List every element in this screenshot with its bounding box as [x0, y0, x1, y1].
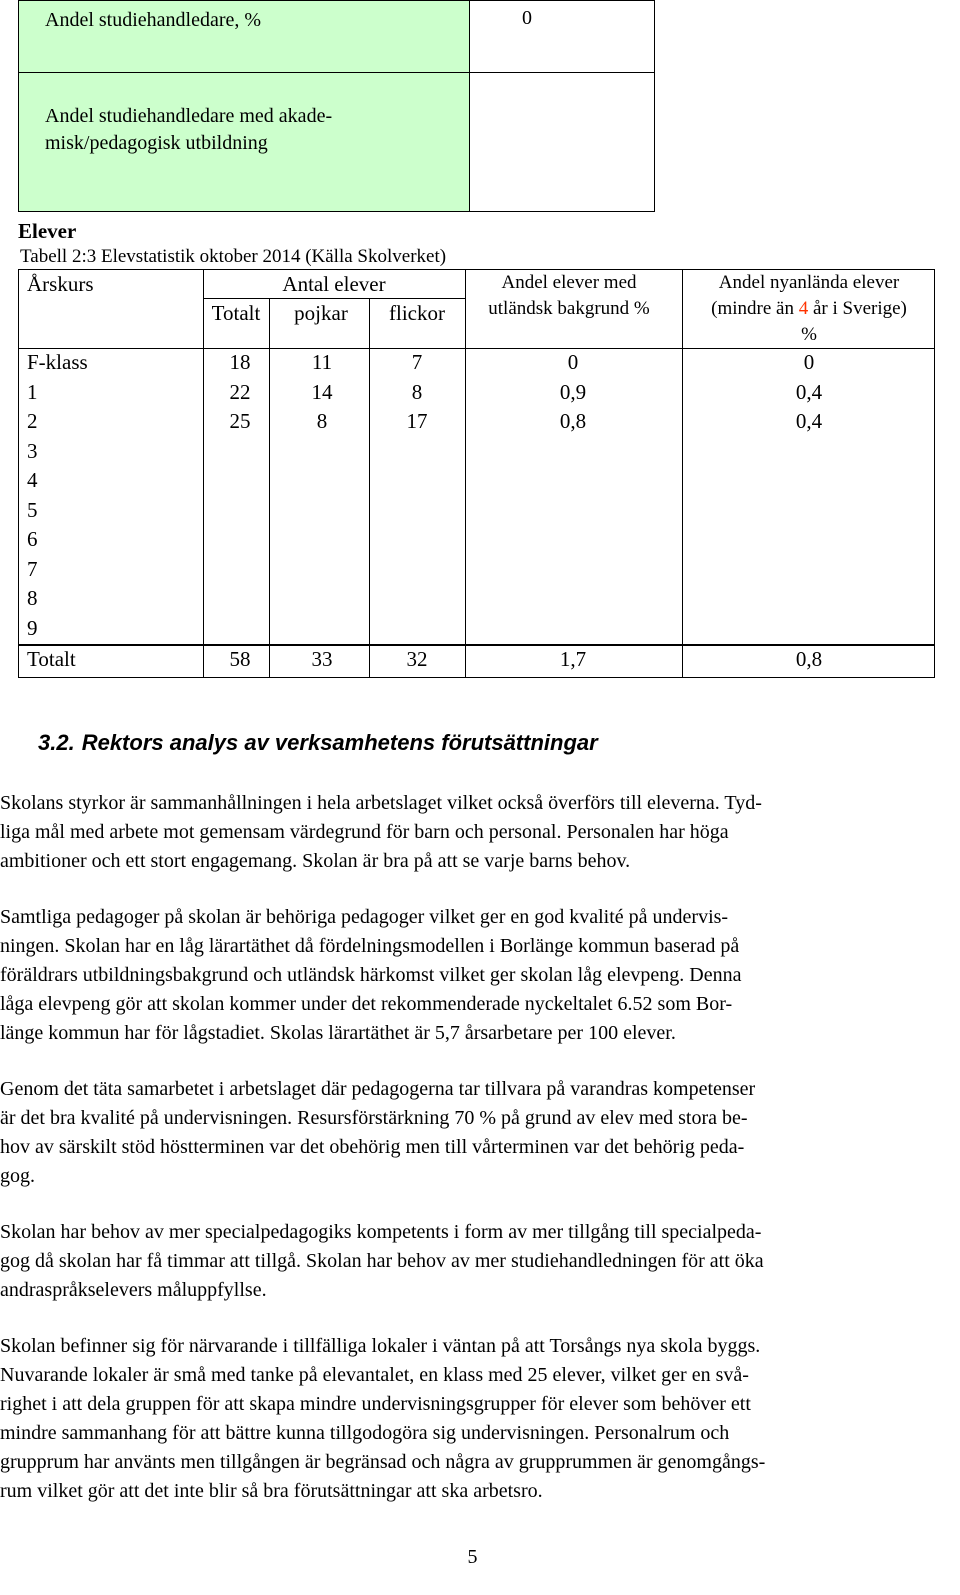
paragraph-line: länge kommun har för lågstadiet. Skolas lärartäthet är 5,7 årsarbetare per 100 elever. [0, 1022, 676, 1044]
paragraph [0, 1075, 945, 1191]
table-border [934, 269, 935, 678]
row-label-line: Andel studiehandledare med akade- [45, 105, 333, 127]
column-divider [682, 269, 683, 678]
paragraph-line: Genom det täta samarbetet i arbetslaget där pedagogerna tar tillvara på varandras kompetenser [0, 1078, 756, 1100]
table-border [18, 677, 935, 678]
header-totalt: Totalt [211, 301, 261, 325]
cell-totalt: 18 [229, 350, 251, 374]
cell-flickor: 17 [406, 409, 428, 433]
paragraph-line: righet i att dela gruppen för att skapa mindre undervisningsgrupper för elever som behöver ett [0, 1393, 751, 1415]
highlighted-number: 4 [798, 298, 809, 319]
header-nyanlanda [711, 298, 907, 320]
cell-utlandsk: 1,7 [559, 647, 587, 671]
table-border [18, 269, 935, 270]
header-arskurs: Årskurs [27, 272, 94, 296]
cell-pojkar: 33 [311, 647, 333, 671]
header-pojkar: pojkar [294, 301, 348, 325]
cell-pojkar: 8 [316, 409, 328, 433]
table-row [19, 73, 655, 212]
row-divider [203, 298, 465, 299]
cell-flickor: 8 [411, 379, 423, 404]
heading-number: 3.2. [38, 730, 75, 755]
cell-arskurs: 8 [27, 586, 38, 610]
header-flickor: flickor [389, 301, 445, 325]
paragraph-line: Skolan har behov av mer specialpedagogiks kompetents i form av mer tillgång till specialpeda- [0, 1221, 762, 1243]
paragraph-line: gog. [0, 1165, 35, 1187]
cell-arskurs: 6 [27, 527, 38, 551]
paragraph-line: liga mål med arbete mot gemensam värdegrund för barn och personal. Personalen har höga [0, 821, 729, 843]
section-heading: Elever [18, 219, 77, 243]
cell-nyanlanda: 0,8 [795, 647, 823, 671]
paragraph-line: Samtliga pedagoger på skolan är behöriga pedagoger vilket ger en god kvalité på undervis- [0, 906, 729, 928]
staff-table-label [19, 1, 470, 73]
header-text: (mindre än [711, 298, 799, 319]
cell-nyanlanda: 0 [803, 350, 815, 374]
column-divider [269, 298, 270, 678]
column-divider [369, 298, 370, 678]
header-divider [18, 348, 935, 349]
header-antal-elever: Antal elever [282, 272, 386, 296]
paragraph-line: är det bra kvalité på undervisningen. Resursförstärkning 70 % på grund av elev med stora be- [0, 1107, 748, 1129]
staff-table-value [470, 1, 655, 73]
staff-table-label [19, 73, 470, 212]
cell-arskurs: F-klass [27, 350, 88, 374]
column-divider [203, 269, 204, 678]
cell-nyanlanda: 0,4 [795, 409, 823, 433]
cell-arskurs: 9 [27, 615, 38, 640]
row-label-line: misk/pedagogisk utbildning [45, 132, 268, 154]
table-caption: Tabell 2:3 Elevstatistik oktober 2014 (Källa Skolverket) [20, 246, 447, 267]
paragraph [0, 789, 945, 876]
student-stats-table [18, 269, 935, 678]
paragraph-line: mindre sammanhang för att bättre kunna tillgodogöra sig undervisningen. Personalrum och [0, 1422, 730, 1444]
paragraph-line: Skolan befinner sig för närvarande i tillfälliga lokaler i väntan på att Torsångs nya skola byggs. [0, 1335, 761, 1357]
staff-table-value [470, 73, 655, 212]
paragraph [0, 903, 945, 1048]
paragraph-line: ningen. Skolan har en låg lärartäthet då fördelningsmodellen i Borlänge kommun baserad på [0, 935, 740, 957]
staff-table [18, 0, 655, 212]
cell-arskurs: 4 [27, 468, 38, 492]
heading-text: Rektors analys av verksamhetens förutsättningar [81, 730, 598, 755]
header-nyanlanda: Andel nyanlända elever [718, 272, 900, 293]
paragraph-line: Nuvarande lokaler är små med tanke på elevantalet, en klass med 25 elever, vilket ger en svå- [0, 1364, 749, 1386]
table-row [19, 1, 655, 73]
paragraph-line: hov av särskilt stöd höstterminen var det obehörig men till vårterminen var det behörig peda- [0, 1136, 745, 1158]
cell-arskurs: Totalt [27, 647, 76, 671]
row-label: Andel studiehandledare, % [45, 9, 262, 31]
cell-utlandsk: 0,8 [559, 409, 587, 433]
row-value: 0 [522, 7, 532, 29]
analysis-heading [38, 730, 598, 756]
paragraph-line: föräldrars utbildningsbakgrund och utländsk härkomst vilket ger skolan låg elevpeng. Denna [0, 964, 742, 986]
cell-arskurs: 2 [27, 409, 38, 433]
header-utlandsk: utländsk bakgrund % [488, 298, 650, 319]
column-divider [465, 269, 466, 678]
cell-arskurs: 1 [27, 379, 38, 404]
paragraph-line: låga elevpeng gör att skolan kommer under det rekommenderade nyckeltalet 6.52 som Bor- [0, 993, 733, 1015]
paragraph-line: Skolans styrkor är sammanhållningen i hela arbetslaget vilket också överförs till eleverna. Tyd- [0, 792, 762, 814]
cell-nyanlanda: 0,4 [795, 379, 823, 404]
paragraph-line: rum vilket gör att det inte blir så bra förutsättningar att ska arbetsro. [0, 1480, 543, 1502]
header-text: år i Sverige) [808, 298, 907, 319]
cell-totalt: 22 [229, 379, 251, 404]
paragraph [0, 1332, 945, 1506]
paragraph [0, 1218, 945, 1305]
cell-flickor: 7 [411, 350, 423, 374]
cell-utlandsk: 0,9 [559, 379, 587, 404]
cell-utlandsk: 0 [567, 350, 579, 374]
paragraph-line: gog då skolan har få timmar att tillgå. Skolan har behov av mer studiehandledningen för att öka [0, 1250, 764, 1272]
paragraph-line: andraspråkselevers måluppfyllse. [0, 1279, 267, 1301]
header-utlandsk: Andel elever med [501, 272, 637, 293]
cell-flickor: 32 [406, 647, 428, 671]
table-border [18, 269, 19, 678]
cell-arskurs: 5 [27, 497, 38, 522]
cell-pojkar: 11 [311, 350, 333, 374]
cell-totalt: 25 [229, 409, 251, 433]
paragraph-line: ambitioner och ett stort engagemang. Skolan är bra på att se varje barns behov. [0, 850, 631, 872]
paragraph-line: grupprum har använts men tillgången är begränsad och några av grupprummen är genomgångs- [0, 1451, 766, 1473]
cell-pojkar: 14 [311, 379, 333, 404]
cell-arskurs: 7 [27, 556, 38, 581]
total-divider [18, 644, 935, 646]
cell-totalt: 58 [229, 647, 251, 671]
header-nyanlanda: % [801, 324, 817, 345]
page-number: 5 [467, 1546, 478, 1568]
cell-arskurs: 3 [27, 438, 38, 463]
